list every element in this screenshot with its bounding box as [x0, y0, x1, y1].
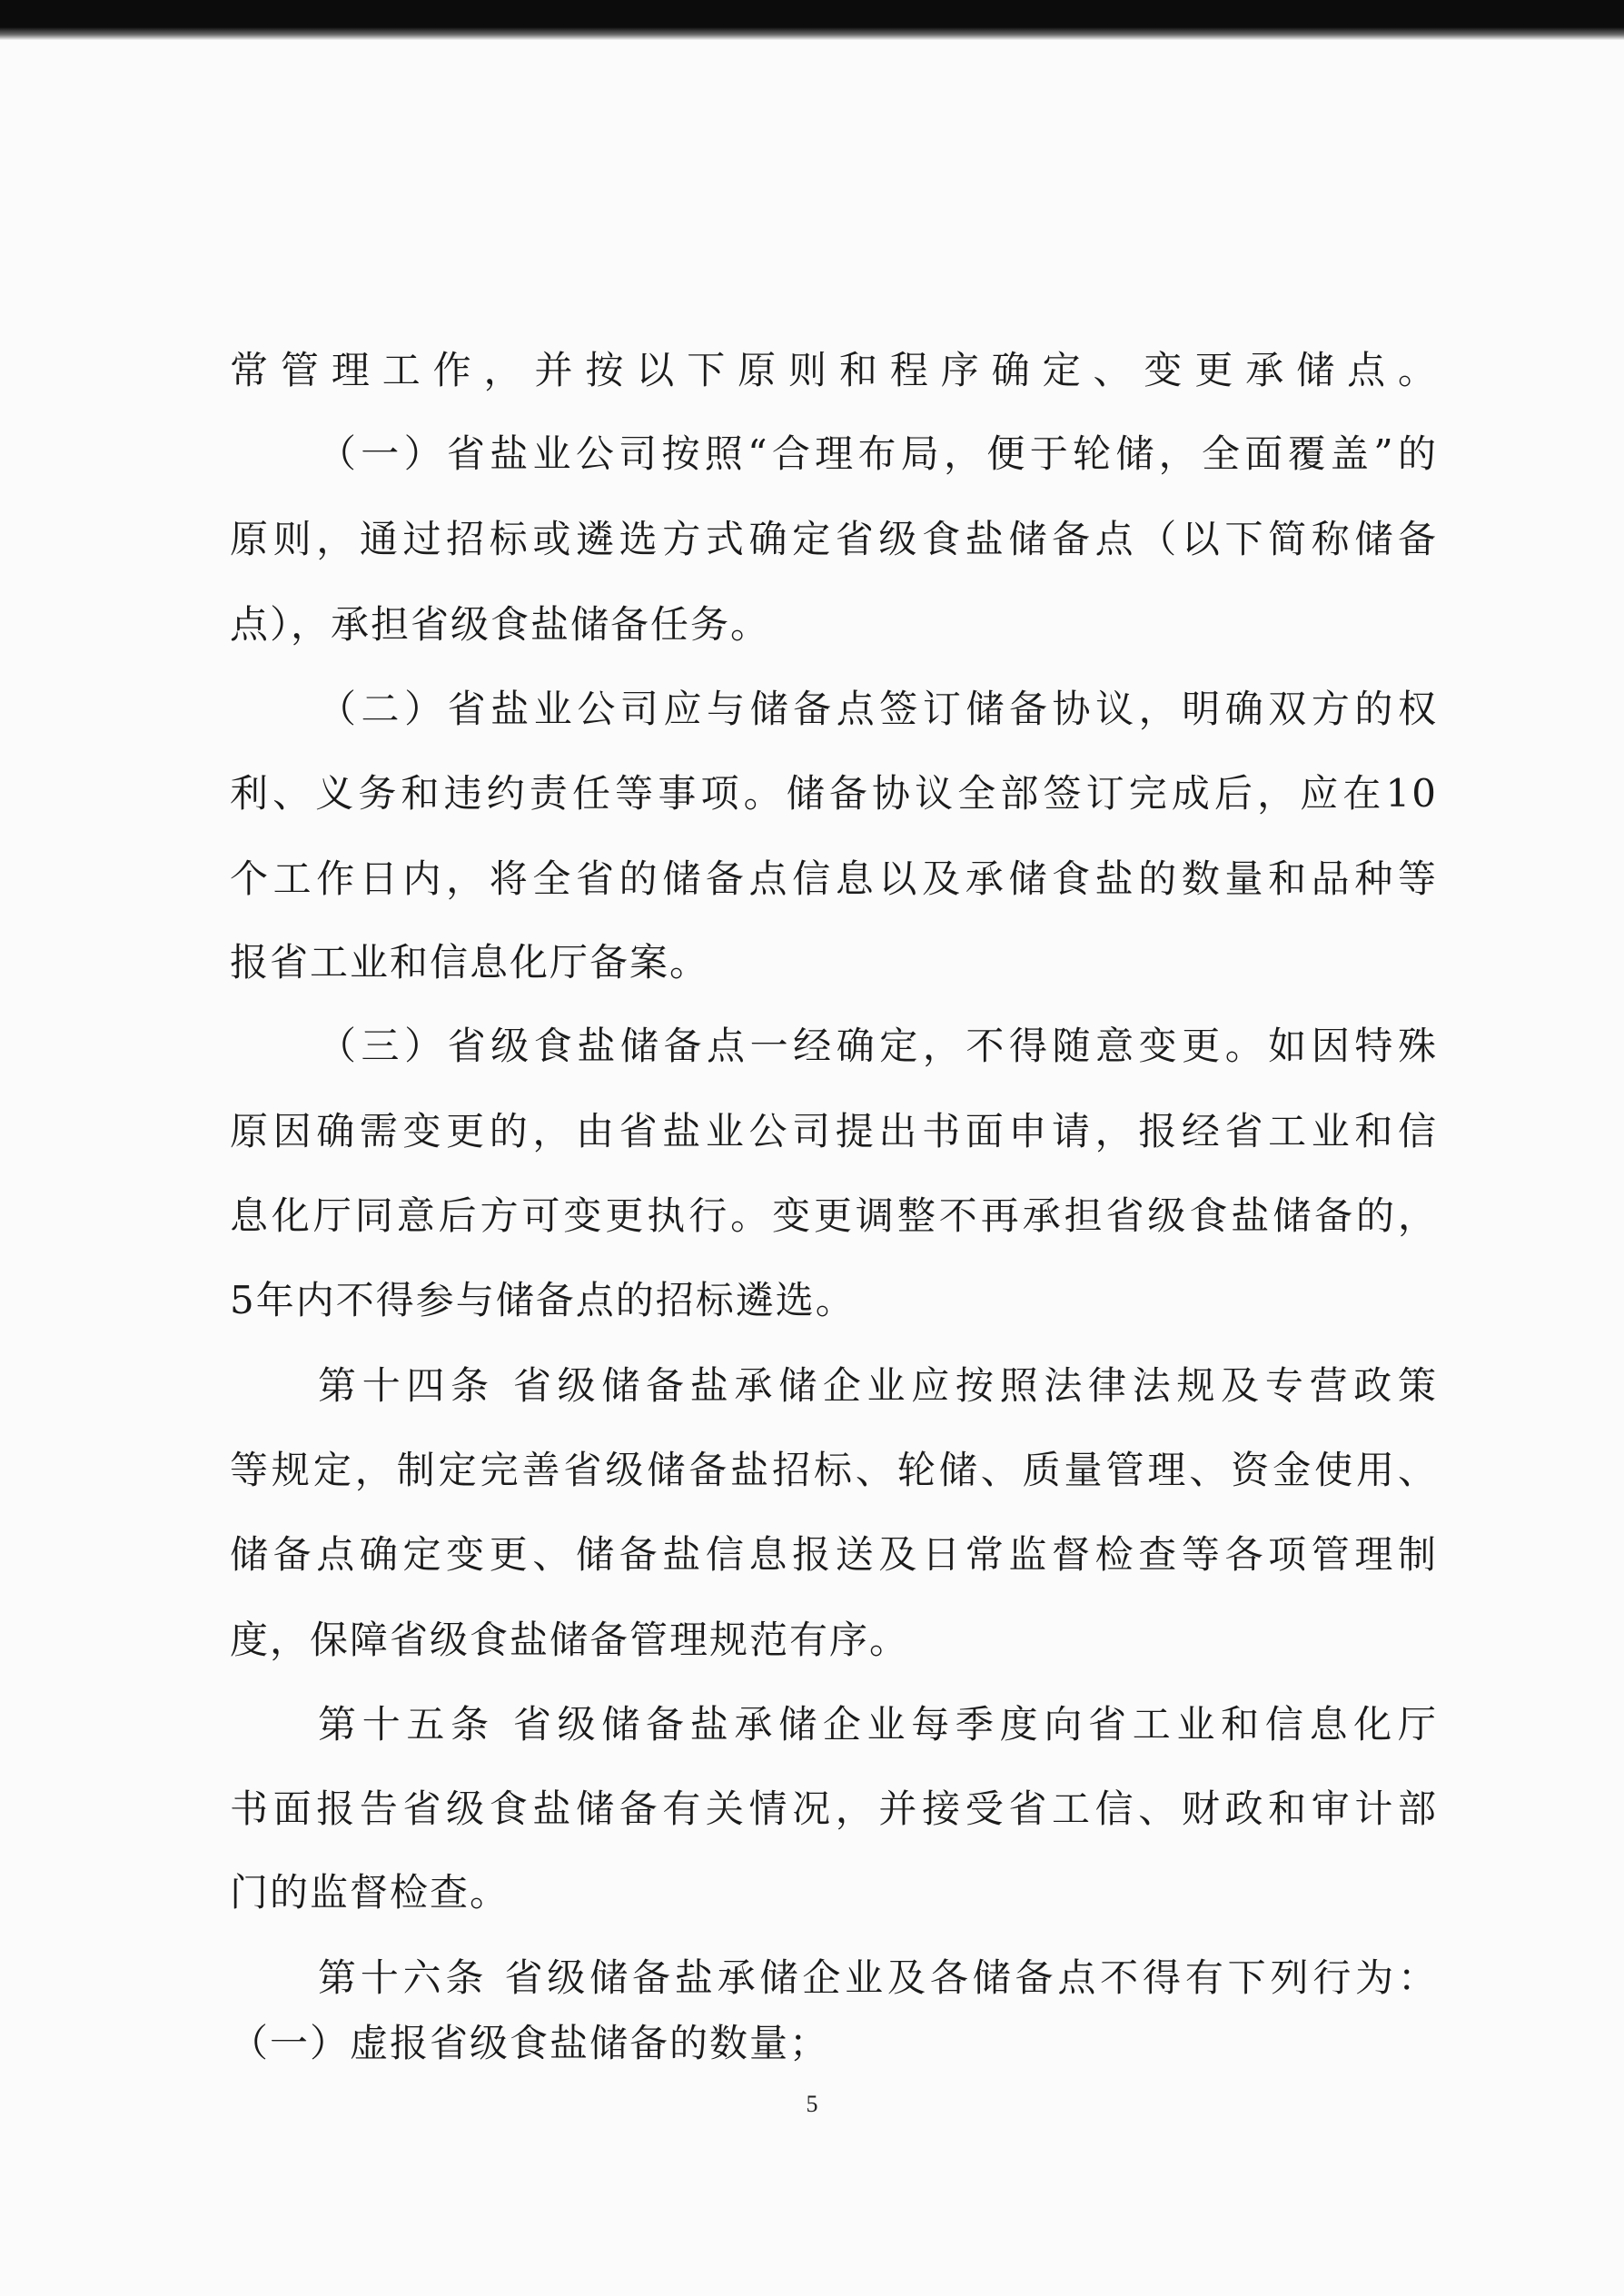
- text-line: 5年内不得参与储备点的招标遴选。: [230, 1278, 856, 1322]
- text-line: （一）虚报省级食盐储备的数量；: [230, 2021, 830, 2065]
- text-line: 书面报告省级食盐储备有关情况，并接受省工信、财政和审计部: [230, 1786, 1438, 1831]
- text-line: （一）省盐业公司按照“合理布局，便于轮储，全面覆盖”的: [318, 431, 1438, 476]
- text-line: 等规定，制定完善省级储备盐招标、轮储、质量管理、资金使用、: [230, 1448, 1438, 1492]
- text-line: 储备点确定变更、储备盐信息报送及日常监督检查等各项管理制: [230, 1532, 1438, 1577]
- text-line: 第十五条 省级储备盐承储企业每季度向省工业和信息化厅: [318, 1702, 1438, 1747]
- page-number: 5: [806, 2091, 818, 2117]
- text-line: 第十六条 省级储备盐承储企业及各储备点不得有下列行为：: [318, 1955, 1438, 2000]
- text-line: 个工作日内，将全省的储备点信息以及承储食盐的数量和品种等: [230, 856, 1438, 901]
- text-line: 原则，通过招标或遴选方式确定省级食盐储备点（以下简称储备: [230, 517, 1438, 561]
- text-line: 利、义务和违约责任等事项。储备协议全部签订完成后，应在10: [230, 771, 1438, 816]
- text-line: 息化厅同意后方可变更执行。变更调整不再承担省级食盐储备的，: [230, 1193, 1438, 1238]
- scan-top-edge: [0, 0, 1624, 40]
- text-line: 点），承担省级食盐储备任务。: [230, 602, 771, 647]
- text-line: 原因确需变更的，由省盐业公司提出书面申请，报经省工业和信: [230, 1109, 1438, 1153]
- document-page: [0, 40, 1624, 2296]
- text-line: （二）省盐业公司应与储备点签订储备协议，明确双方的权: [318, 687, 1438, 731]
- text-line: 度，保障省级食盐储备管理规范有序。: [230, 1618, 910, 1662]
- text-line: 门的监督检查。: [230, 1870, 510, 1915]
- text-line: 常管理工作，并按以下原则和程序确定、变更承储点。: [230, 348, 1438, 392]
- text-line: 报省工业和信息化厅备案。: [230, 940, 710, 985]
- text-line: （三）省级食盐储备点一经确定，不得随意变更。如因特殊: [318, 1024, 1438, 1068]
- text-line: 第十四条 省级储备盐承储企业应按照法律法规及专营政策: [318, 1363, 1438, 1408]
